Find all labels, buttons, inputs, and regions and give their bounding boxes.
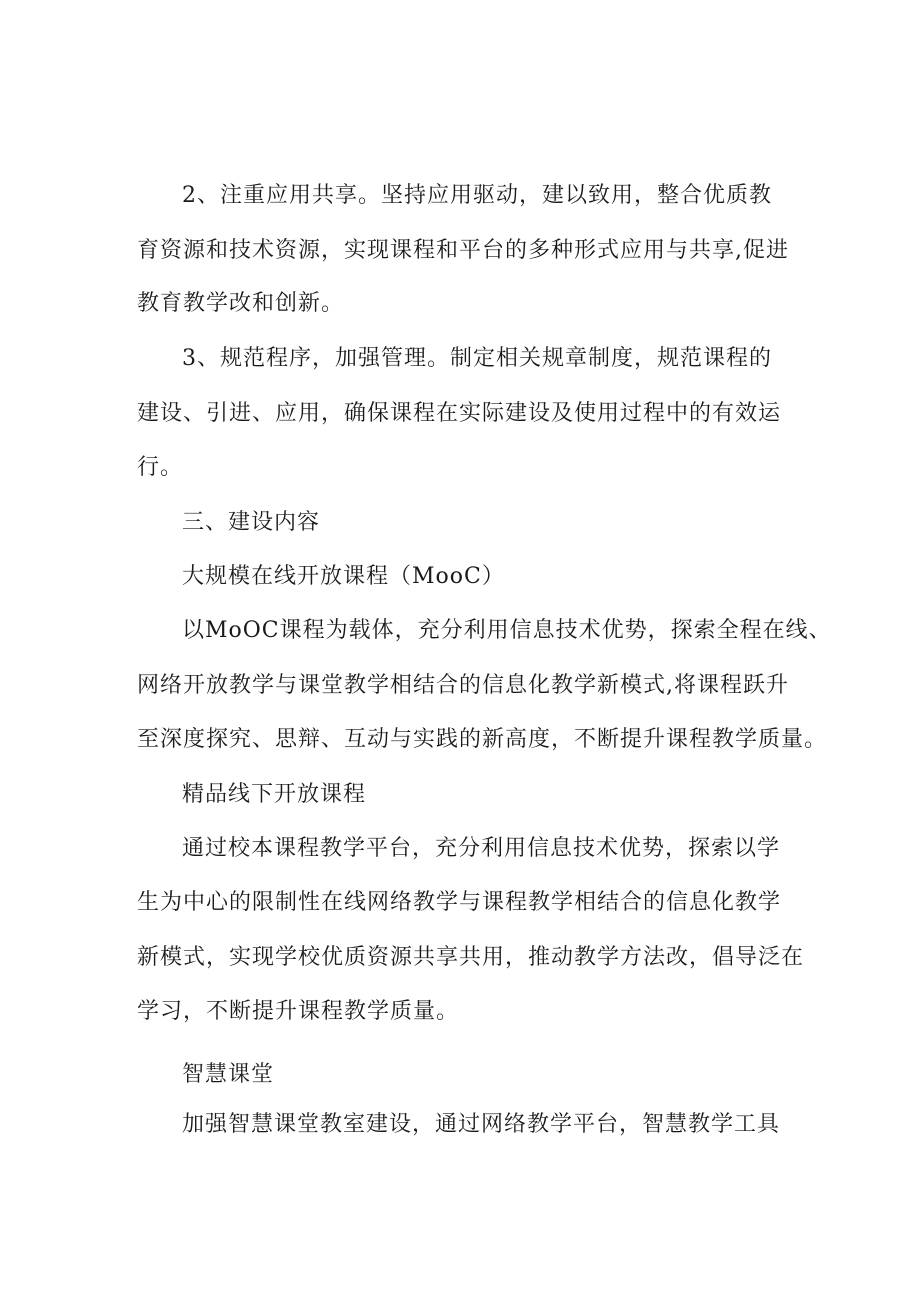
subsection-heading: 精品线下开放课程 [182, 782, 367, 807]
paragraph-line: 新模式，实现学校优质资源共享共用，推动教学方法改，倡导泛在 [137, 945, 805, 970]
section-heading: 三、建设内容 [182, 510, 321, 535]
paragraph-line: 育资源和技术资源，实现课程和平台的多种形式应用与共享,促进 [137, 238, 789, 263]
paragraph-line: 通过校本课程教学平台，充分利用信息技术优势，探索以学 [182, 836, 781, 861]
paragraph-line: 加强智慧课堂教室建设，通过网络教学平台，智慧教学工具 [182, 1112, 781, 1137]
paragraph-line: 建设、引进、应用，确保课程在实际建设及使用过程中的有效运 [137, 401, 782, 426]
paragraph-line: 行。 [137, 455, 184, 480]
paragraph-line: 网络开放教学与课堂教学相结合的信息化教学新模式,将课程跃升 [137, 673, 789, 698]
paragraph-line: 2、注重应用共享。坚持应用驱动，建以致用，整合优质教 [182, 183, 772, 208]
paragraph-line: 教育教学改和创新。 [137, 291, 345, 316]
paragraph-line: 3、规范程序，加强管理。制定相关规章制度，规范课程的 [182, 346, 772, 371]
paragraph-line: 以MoOC课程为载体，充分利用信息技术优势，探索全程在线、 [182, 618, 832, 643]
paragraph-line: 学习，不断提升课程教学质量。 [137, 999, 460, 1024]
paragraph-line: 生为中心的限制性在线网络教学与课程教学相结合的信息化教学 [137, 890, 782, 915]
paragraph-line: 至深度探究、思辩、互动与实践的新高度，不断提升课程教学质量。 [137, 727, 828, 752]
subsection-heading: 大规模在线开放课程（MooC） [182, 564, 505, 589]
subsection-heading: 智慧课堂 [182, 1062, 275, 1087]
